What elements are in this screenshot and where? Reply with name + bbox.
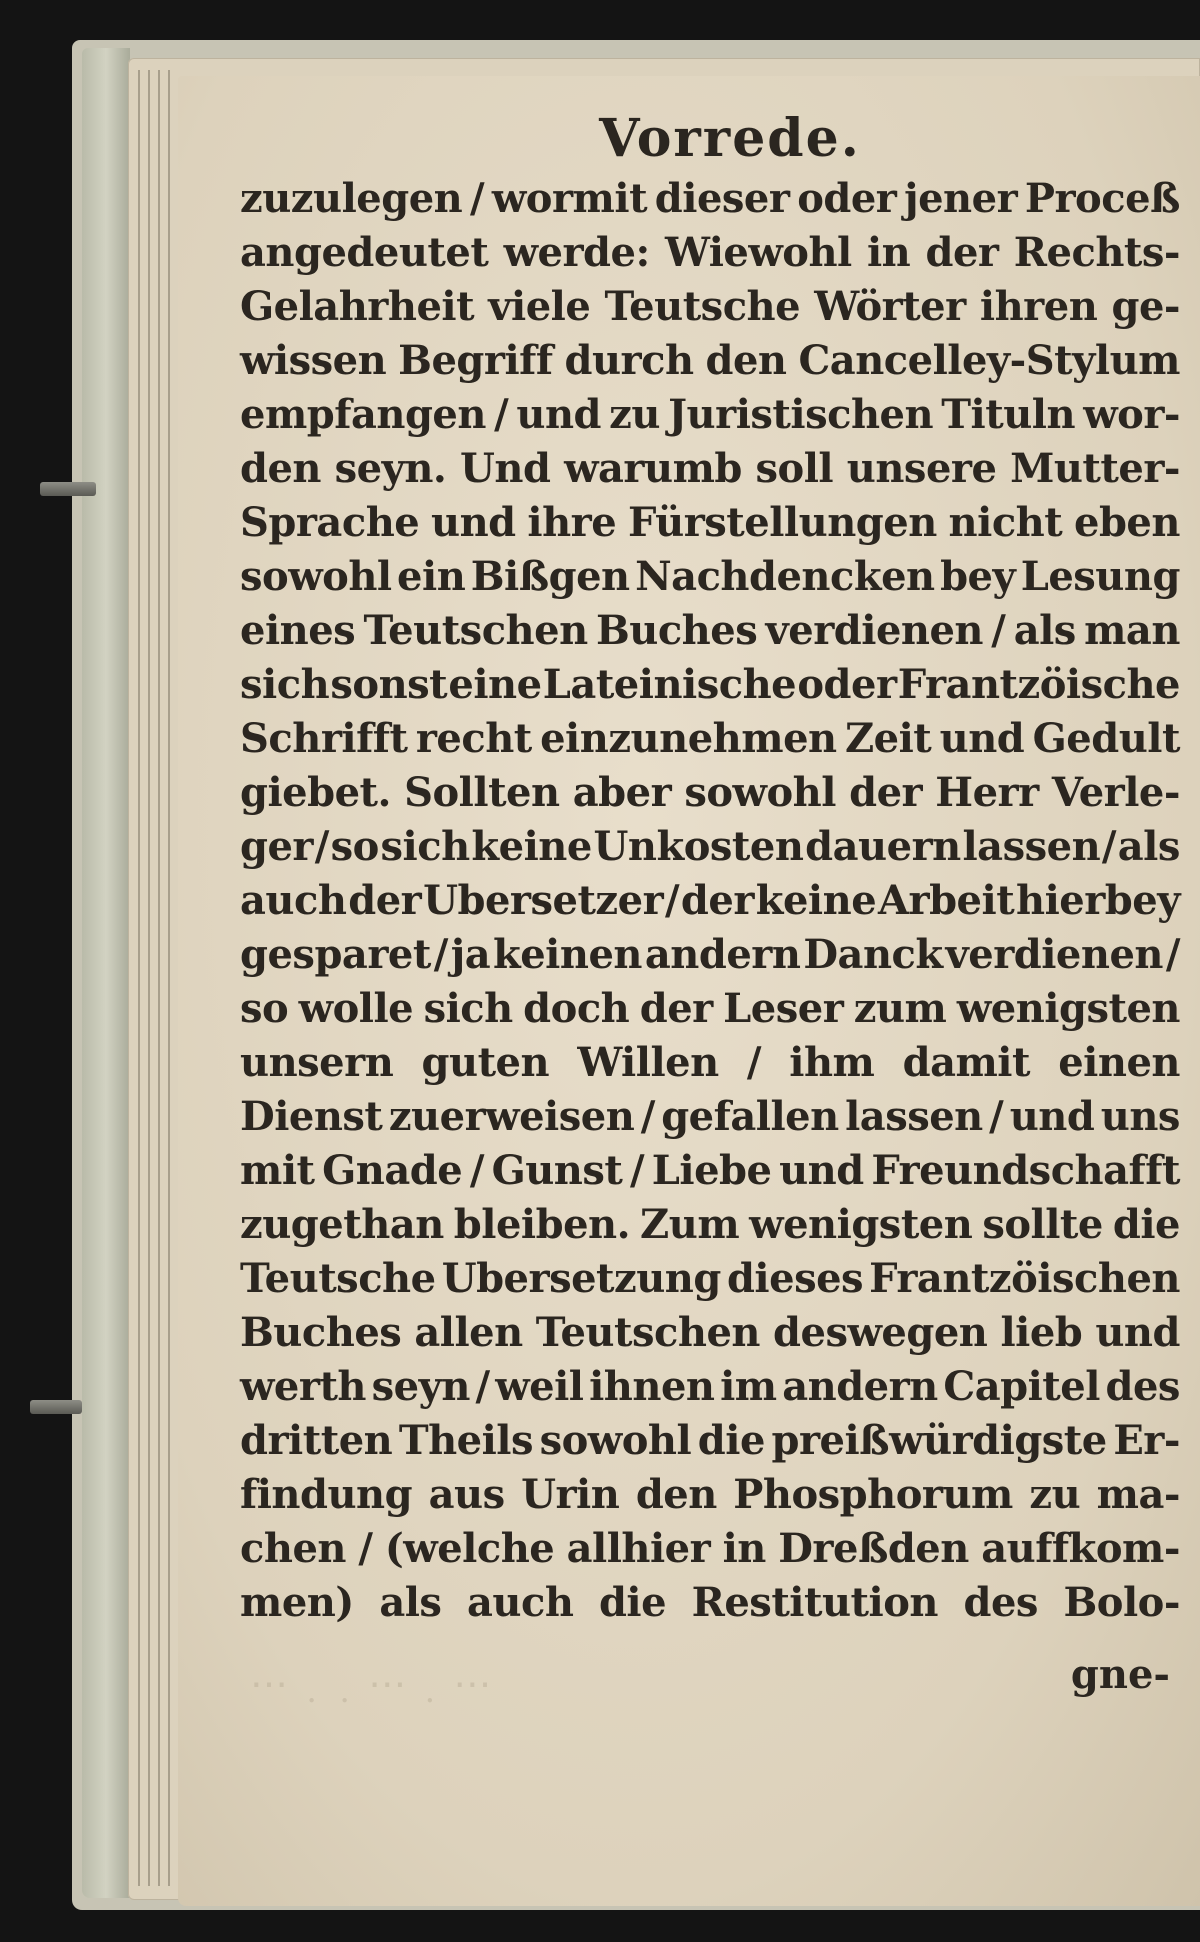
text-line: Sprache und ihre Fürstellungen nicht eben	[240, 499, 1180, 546]
page-text	[240, 106, 1180, 1704]
text-line: unsern guten Willen / ihm damit einen	[240, 1039, 1180, 1086]
clasp-upper	[40, 482, 96, 496]
running-head: Vorrede.	[599, 108, 861, 169]
text-line: gesparet / ja keinen andern Danck verdienen /	[240, 931, 1180, 978]
show-through-text: ⋯ ˙ ˙ ⋯ ˙ ⋯	[250, 1664, 493, 1708]
text-line: Dienst zuerweisen / gefallen lassen / und uns	[240, 1093, 1180, 1140]
book-spine	[82, 48, 130, 1898]
text-line: auch der Ubersetzer / der keine Arbeit hierbey	[240, 877, 1180, 924]
text-line: eines Teutschen Buches verdienen / als man	[240, 607, 1180, 654]
text-line: wissen Begriff durch den Cancelley-Stylum	[240, 337, 1180, 384]
text-line: angedeutet werde: Wiewohl in der Rechts-	[240, 229, 1180, 276]
text-line: giebet. Sollten aber sowohl der Herr Verle-	[240, 769, 1180, 816]
clasp-lower	[30, 1400, 82, 1414]
text-line: sowohl ein Bißgen Nachdencken bey Lesung	[240, 553, 1180, 600]
text-line: men) als auch die Restitution des Bolo-	[240, 1579, 1180, 1626]
text-line: so wolle sich doch der Leser zum wenigsten	[240, 985, 1180, 1032]
text-line: dritten Theils sowohl die preißwürdigste Er-	[240, 1417, 1180, 1464]
text-line: Buches allen Teutschen deswegen lieb und	[240, 1309, 1180, 1356]
text-line: zugethan bleiben. Zum wenigsten sollte die	[240, 1201, 1180, 1248]
body-text	[240, 172, 1180, 1630]
text-line: ger / so sich keine Unkosten dauern lassen / als	[240, 823, 1180, 870]
text-line: chen / (welche allhier in Dreßden auffkom-	[240, 1525, 1180, 1572]
text-line: zuzulegen / wormit dieser oder jener Proceß	[240, 175, 1180, 222]
text-line: werth seyn / weil ihnen im andern Capitel des	[240, 1363, 1180, 1410]
text-line: Schrifft recht einzunehmen Zeit und Gedult	[240, 715, 1180, 762]
text-line: Teutsche Ubersetzung dieses Frantzöischen	[240, 1255, 1180, 1302]
text-line: Gelahrheit viele Teutsche Wörter ihren ge-	[240, 283, 1180, 330]
catchword: gne-	[1070, 1651, 1170, 1698]
text-line: den seyn. Und warumb soll unsere Mutter-	[240, 445, 1180, 492]
text-line: mit Gnade / Gunst / Liebe und Freundschafft	[240, 1147, 1180, 1194]
text-line: findung aus Urin den Phosphorum zu ma-	[240, 1471, 1180, 1518]
text-line: sich sonst eine Lateinische oder Frantzöische	[240, 661, 1180, 708]
text-line: empfangen / und zu Juristischen Tituln wor-	[240, 391, 1180, 438]
